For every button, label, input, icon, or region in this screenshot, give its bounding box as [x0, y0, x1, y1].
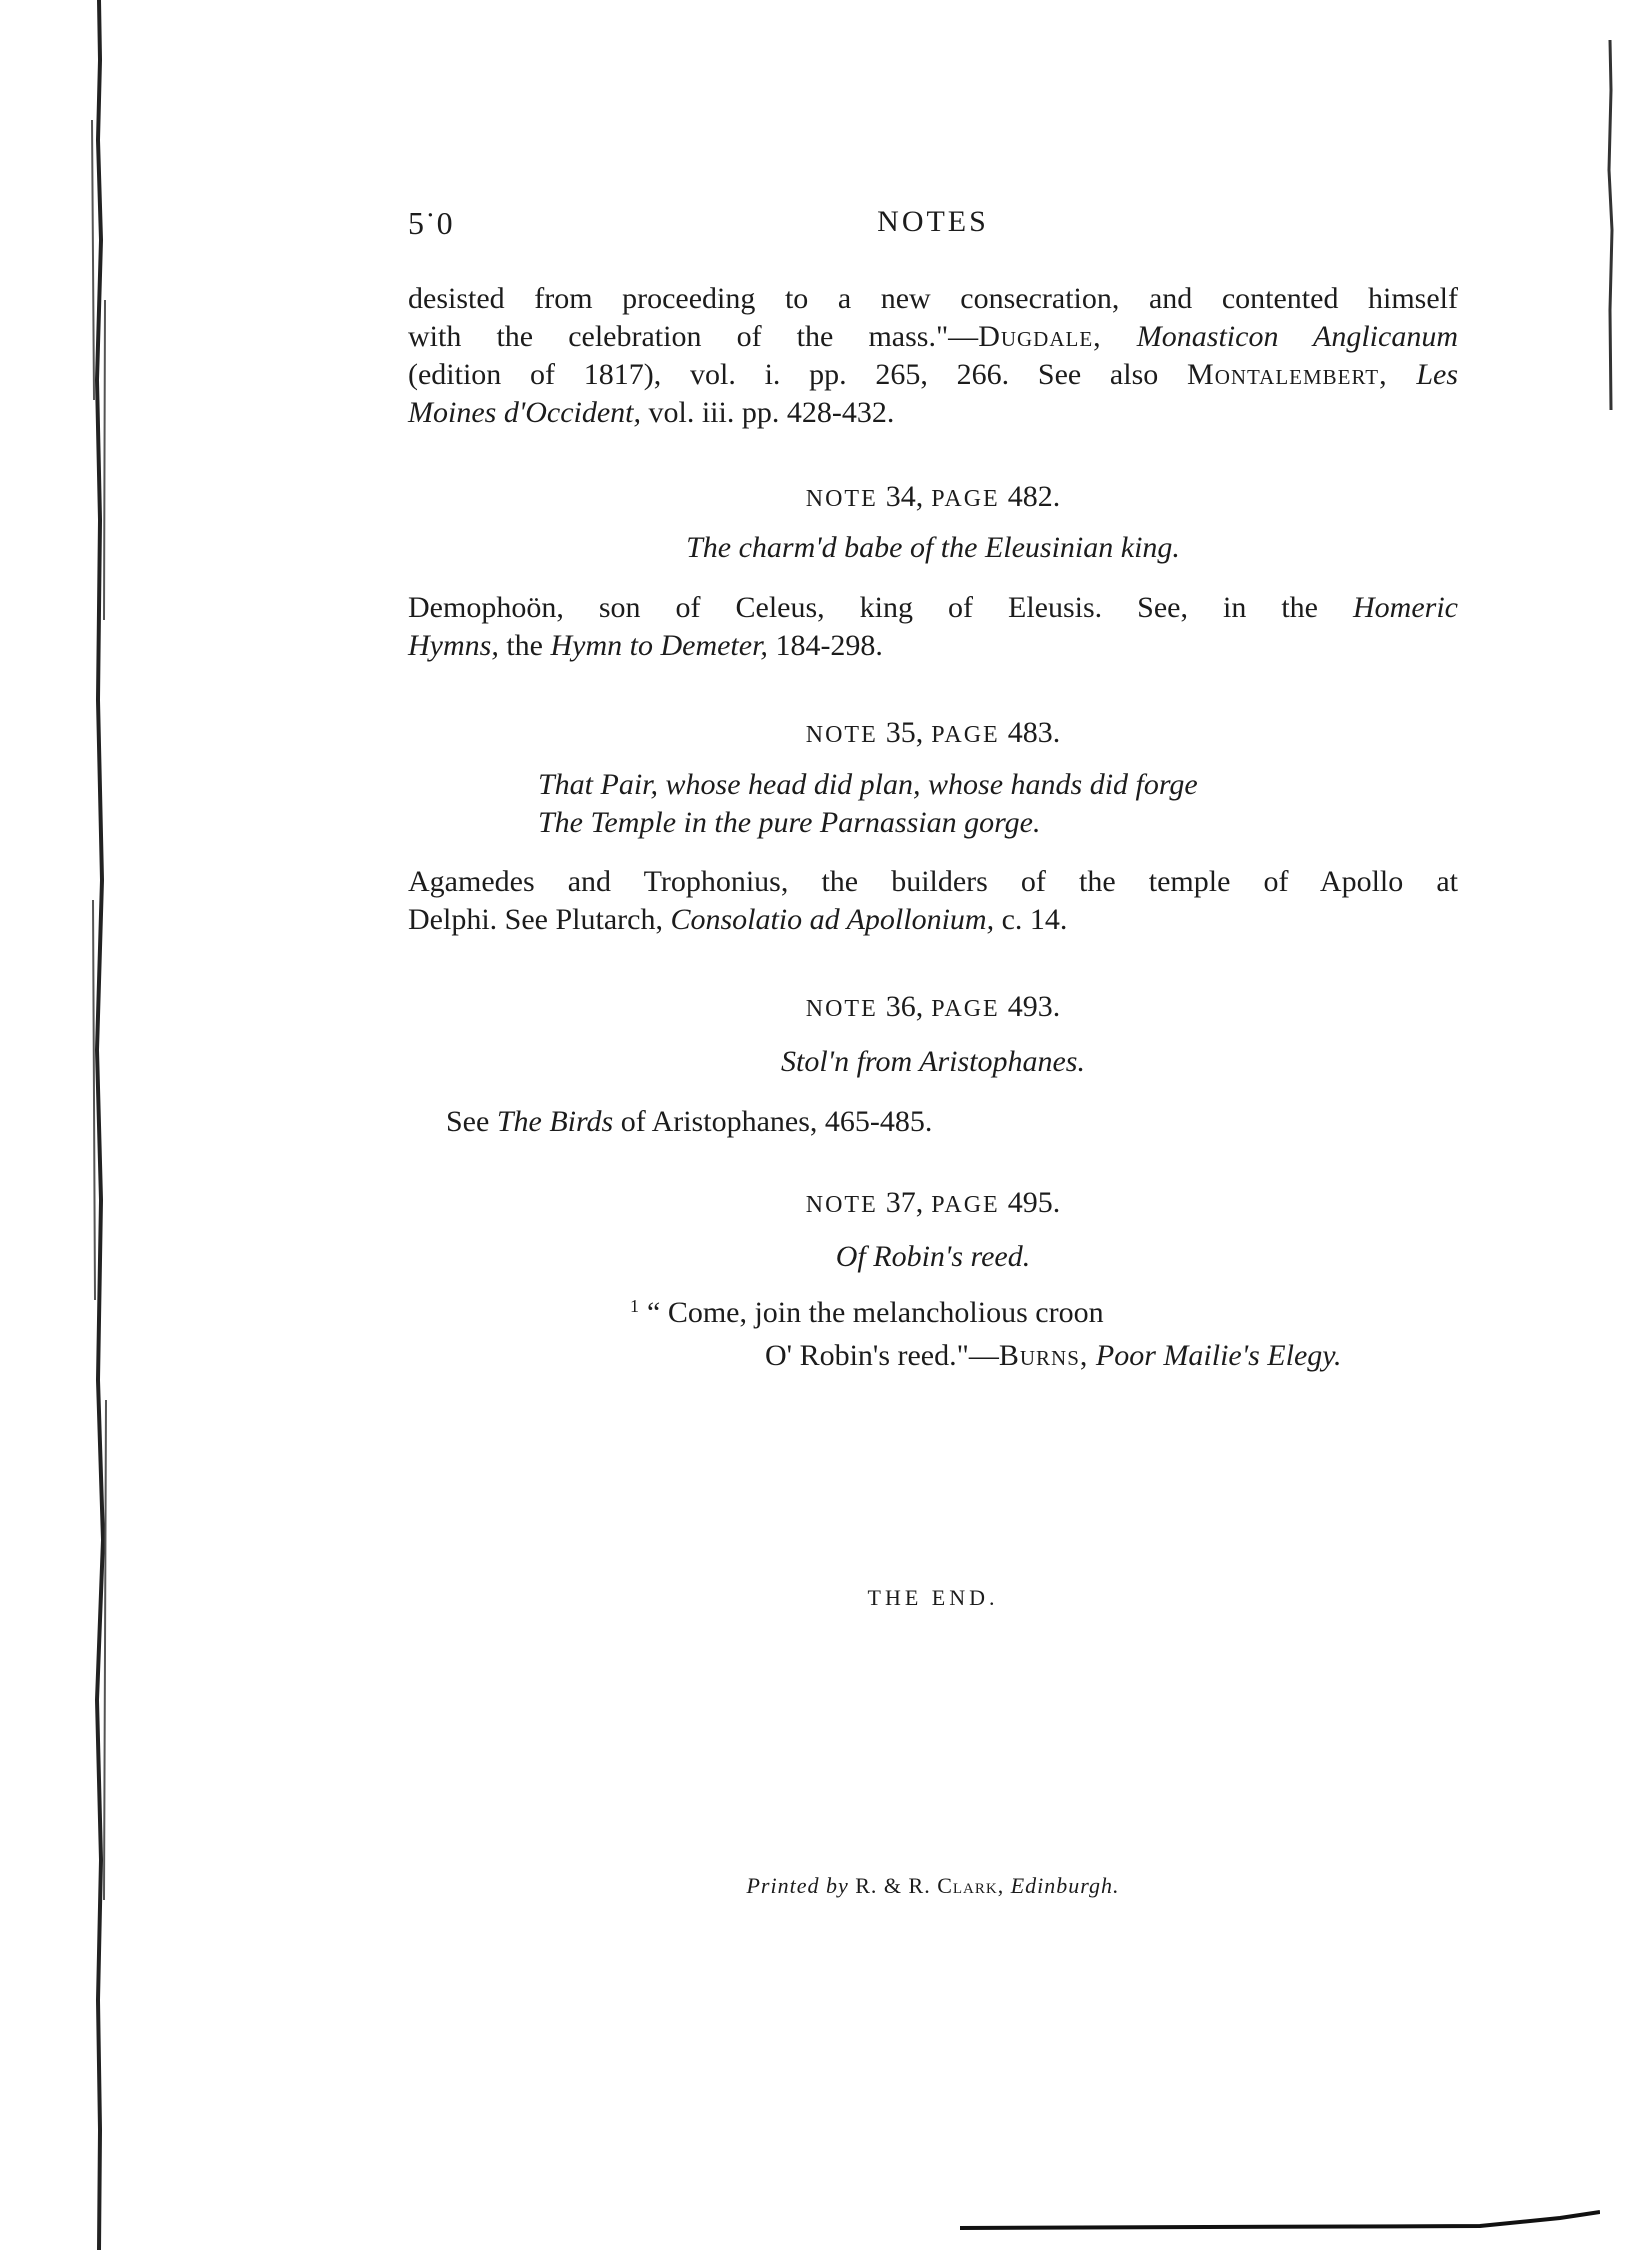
note-text: Demophoön, son of Celeus, king of Eleusis. See, in the	[408, 591, 1354, 624]
binding-edge-scan-mark	[88, 0, 110, 2250]
note-34-heading	[408, 480, 1458, 514]
note-37-verse-1	[630, 1296, 1104, 1330]
note-number: 34,	[885, 480, 924, 513]
continuation-text: vol. iii. pp. 428-432.	[641, 396, 895, 429]
bottom-edge-scan-mark	[960, 2210, 1600, 2240]
note-label: NOTE	[805, 486, 886, 512]
note-35-body	[408, 863, 1458, 939]
author-dugdale: Dugdale,	[978, 320, 1102, 353]
work-title: Homeric	[1353, 591, 1458, 624]
continuation-paragraph	[408, 280, 1458, 432]
page-ref: 493.	[1007, 990, 1061, 1023]
note-label: NOTE	[805, 1192, 886, 1218]
page-label: PAGE	[923, 722, 1008, 748]
note-text: 184-298.	[767, 629, 883, 662]
note-35-verse-1: That Pair, whose head did plan, whose hands did forge	[538, 768, 1198, 801]
note-37-quote: Of Robin's reed.	[835, 1240, 1031, 1273]
note-label: NOTE	[805, 722, 886, 748]
note-37-heading	[408, 1186, 1458, 1220]
work-title: The Birds	[496, 1105, 614, 1138]
note-text: Delphi. See Plutarch,	[408, 903, 671, 936]
page-ref: 482.	[1007, 480, 1061, 513]
page-label: PAGE	[923, 996, 1008, 1022]
note-34-body	[408, 589, 1458, 665]
note-number: 37,	[885, 1186, 924, 1219]
continuation-line-1: desisted from proceeding to a new consecration, and contented himself	[408, 282, 1458, 315]
page-ref: 495.	[1007, 1186, 1061, 1219]
work-title: Monasticon Anglicanum	[1136, 320, 1458, 353]
work-title: Hymns,	[408, 629, 499, 662]
note-34-quote: The charm'd babe of the Eleusinian king.	[686, 531, 1180, 564]
note-label: NOTE	[805, 996, 886, 1022]
continuation-line-2	[408, 318, 1458, 356]
page-label: PAGE	[923, 486, 1008, 512]
page-number: 5˙0	[408, 205, 454, 241]
note-number: 36,	[885, 990, 924, 1023]
work-title: Consolatio ad Apollonium,	[670, 903, 995, 936]
note-36-body	[446, 1103, 1446, 1141]
page-ref: 483.	[1007, 716, 1061, 749]
note-37-verse-2	[765, 1339, 1341, 1373]
note-35-heading	[408, 716, 1458, 750]
work-title: Les	[1416, 358, 1459, 391]
note-34-line-2	[408, 627, 1458, 665]
the-end-label: THE END.	[867, 1585, 999, 1610]
printer-name: R. & R.	[848, 1873, 938, 1898]
note-35-line-2	[408, 901, 1458, 939]
imprint-place: Edinburgh.	[1004, 1873, 1120, 1898]
note-34-line-1	[408, 589, 1458, 627]
note-36-quote: Stol'n from Aristophanes.	[781, 1045, 1085, 1078]
running-head	[408, 205, 1458, 245]
work-title: Hymn to Demeter,	[550, 629, 768, 662]
imprint-text: Printed by	[746, 1873, 849, 1898]
right-edge-scan-mark	[1600, 30, 1620, 450]
verse-text: “ Come, join the melancholious croon	[647, 1296, 1104, 1329]
footnote-marker: 1	[630, 1296, 639, 1316]
work-title: Moines d'Occident,	[408, 396, 642, 429]
note-35-line-1: Agamedes and Trophonius, the builders of the temple of Apollo at	[408, 865, 1458, 898]
note-number: 35,	[885, 716, 924, 749]
note-text: See	[446, 1105, 497, 1138]
note-text: c. 14.	[994, 903, 1068, 936]
continuation-line-4	[408, 394, 1458, 432]
page-label: PAGE	[923, 1192, 1008, 1218]
work-title: Poor Mailie's Elegy.	[1095, 1339, 1342, 1372]
printer-name-sc: Clark,	[937, 1873, 1005, 1898]
note-36-heading	[408, 990, 1458, 1024]
verse-text: O' Robin's reed."—	[765, 1339, 999, 1372]
author-burns: Burns,	[998, 1339, 1089, 1372]
continuation-text: (edition of 1817), vol. i. pp. 265, 266. See also	[408, 358, 1188, 391]
note-text: of Aristophanes, 465-485.	[613, 1105, 933, 1138]
page-title: NOTES	[877, 205, 989, 238]
continuation-line-3	[408, 356, 1458, 394]
author-montalembert: Montalembert,	[1187, 358, 1388, 391]
note-35-verse-2: The Temple in the pure Parnassian gorge.	[538, 806, 1041, 839]
printer-imprint	[408, 1873, 1458, 1899]
continuation-text: with the celebration of the mass."—	[408, 320, 979, 353]
note-36-line	[446, 1103, 1446, 1141]
note-text: the	[498, 629, 551, 662]
